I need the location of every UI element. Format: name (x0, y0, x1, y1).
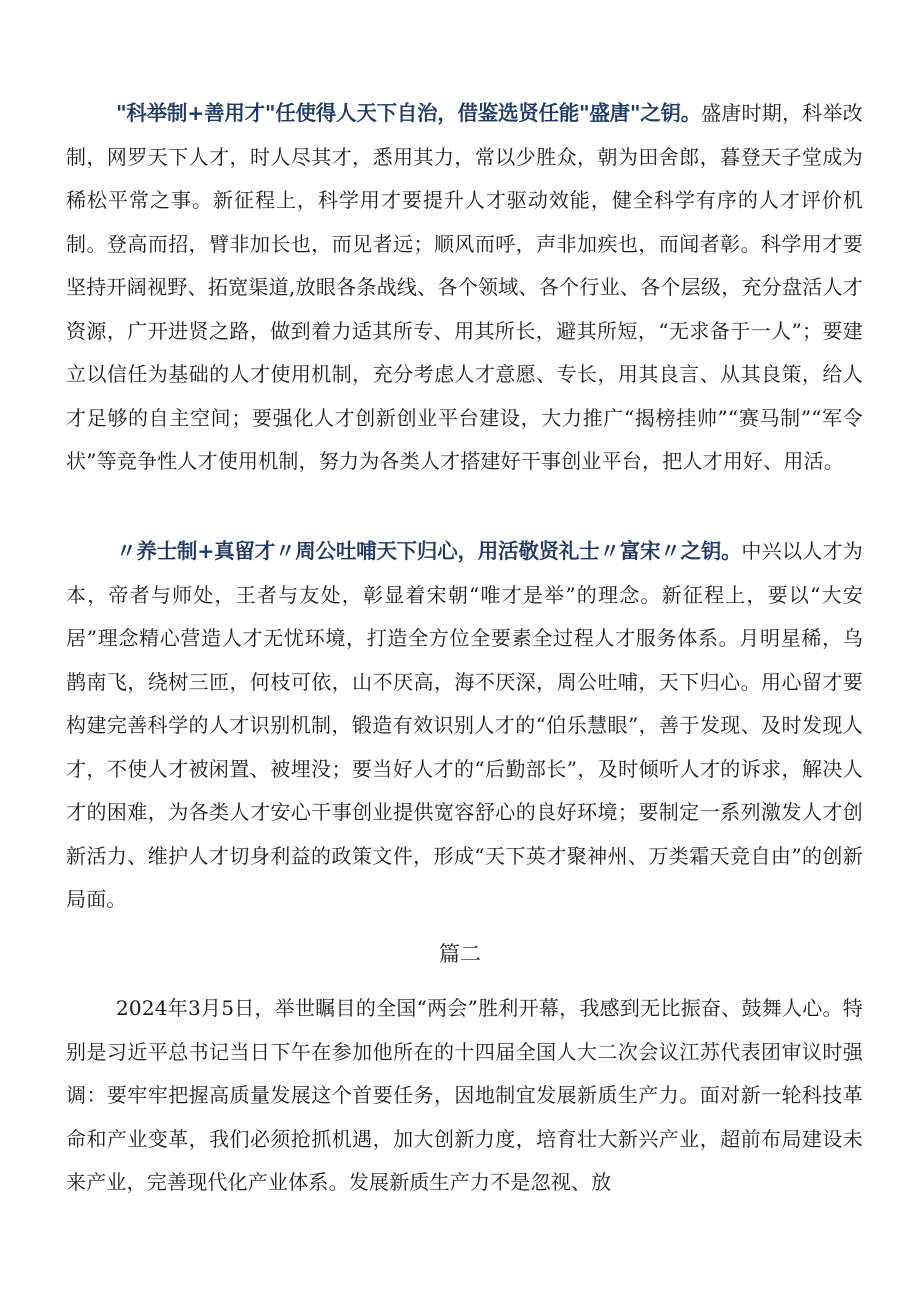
section-heading: 篇二 (439, 942, 481, 966)
paragraph-song-dynasty (66, 530, 863, 922)
paragraph-body-text: 2024年3月5日，举世瞩目的全国“两会”胜利开幕，我感到无比振奋、鼓舞人心。特别是习近平总书记当日下午在参加他所在的十四届全国人大二次会议江苏代表团审议时强调：要牢牢把握高质量发展这个首要任务，因地制宜发展新质生产力。面对新一轮科技革命和产业变革，我们必须抢抓机遇，加大创新力度，培育壮大新兴产业，超前布局建设未来产业，完善现代化产业体系。发展新质生产力不是忽视、放 (66, 996, 863, 1194)
paragraph-lead-heading: 〃养士制+真留才〃周公吐哺天下归心，用活敬贤礼士〃富宋〃之钥。 (116, 539, 742, 563)
paragraph-two-sessions (66, 987, 863, 1205)
paragraph-body-text: 盛唐时期，科举改制，网罗天下人才，时人尽其才，悉用其力，常以少胜众，朝为田舍郎，暮登天子堂成为稀松平常之事。新征程上，科学用才要提升人才驱动效能，健全科学有序的人才评价机制。登高而招，臂非加长也，而见者远；顺风而呼，声非加疾也，而闻者彰。科学用才要坚持开阔视野、拓宽渠道,放眼各条战线、各个领域、各个行业、各个层级，充分盘活人才资源，广开进贤之路，做到着力适其所专、用其所长，避其所短，“无求备于一人”；要建立以信任为基础的人才使用机制，充分考虑人才意愿、专长，用其良言、从其良策，给人才足够的自主空间；要强化人才创新创业平台建设，大力推广“揭榜挂帅”“赛马制”“军令状”等竞争性人才使用机制，努力为各类人才搭建好干事创业平台，把人才用好、用活。 (66, 101, 863, 473)
paragraph-body-text: 中兴以人才为本，帝者与师处，王者与友处，彰显着宋朝“唯才是举”的理念。新征程上，要以“大安居”理念精心营造人才无忧环境，打造全方位全要素全过程人才服务体系。月明星稀，乌鹊南飞，绕树三匝，何枝可依，山不厌高，海不厌深，周公吐哺，天下归心。用心留才要构建完善科学的人才识别机制，锻造有效识别人才的“伯乐慧眼”，善于发现、及时发现人才，不使人才被闲置、被埋没；要当好人才的“后勤部长”，及时倾听人才的诉求，解决人才的困难，为各类人才安心干事创业提供宽容舒心的良好环境；要制定一系列激发人才创新活力、维护人才切身利益的政策文件，形成“天下英才聚神州、万类霜天竞自由”的创新局面。 (66, 539, 863, 911)
paragraph-tang-dynasty (66, 92, 863, 484)
paragraph-lead-heading: "科举制+善用才"任使得人天下自治，借鉴选贤任能"盛唐"之钥。 (116, 101, 702, 125)
